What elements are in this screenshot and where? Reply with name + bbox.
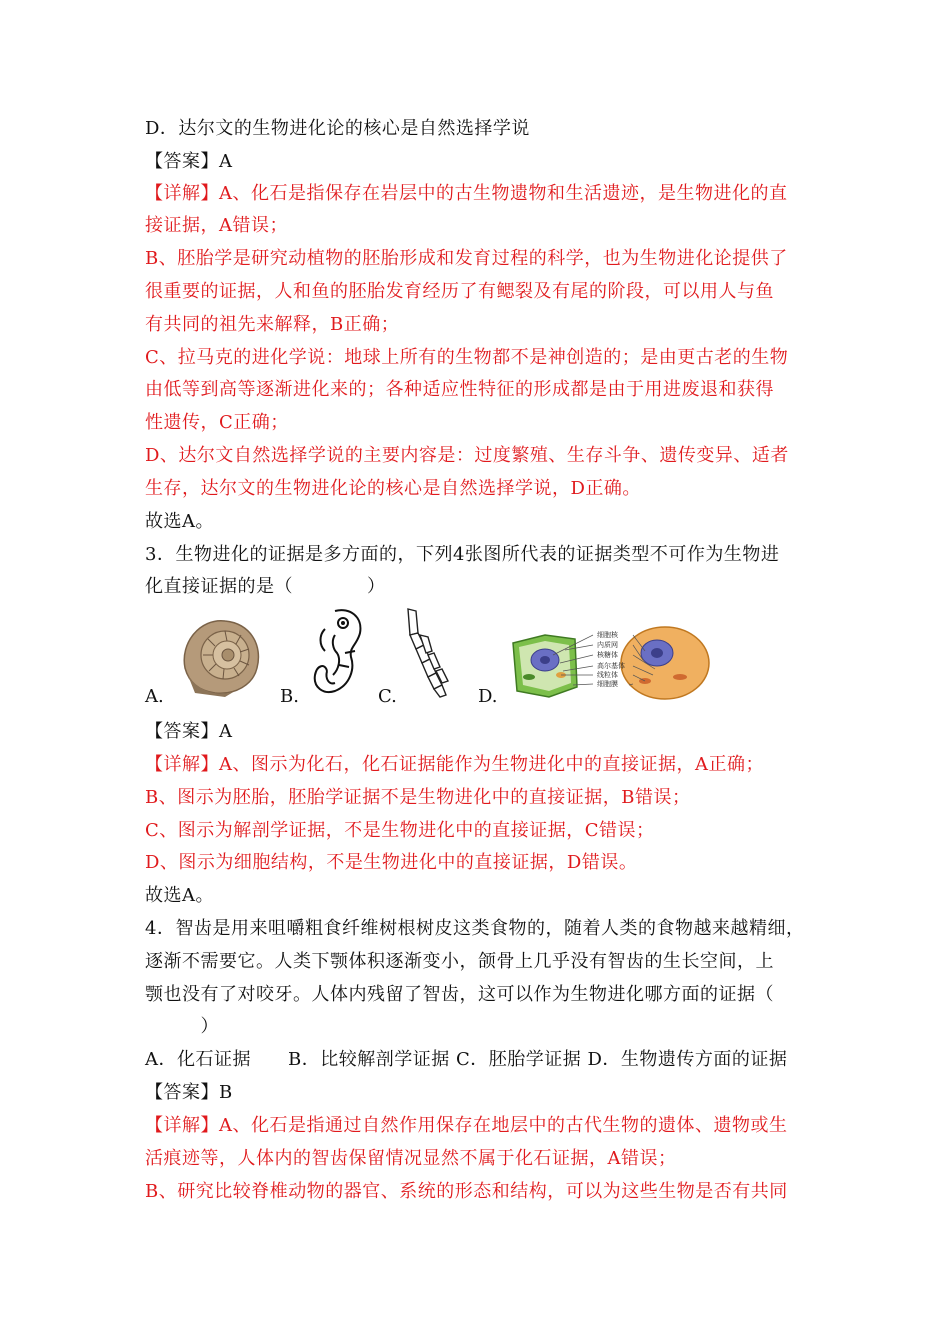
cell-label: 线粒体: [597, 671, 618, 679]
ammonite-fossil-image: [175, 613, 265, 698]
answer-line: 【答案】A: [145, 721, 233, 742]
option-label-b: B.: [280, 686, 299, 707]
cell-label: 细胞膜: [597, 680, 618, 688]
options-line: A．化石证据 B．比较解剖学证据 C．胚胎学证据 D．生物遗传方面的证据: [145, 1049, 788, 1070]
question-line: ）: [145, 1016, 219, 1037]
explanation-line: 很重要的证据，人和鱼的胚胎发育经历了有鳃裂及有尾的阶段，可以用人与鱼: [145, 281, 774, 302]
question-line: 逐渐不需要它。人类下颚体积逐渐变小，颌骨上几乎没有智齿的生长空间，上: [145, 951, 774, 972]
limb-bones-image: [400, 605, 460, 700]
answer-line: 【答案】A: [145, 151, 233, 172]
answer-line: 【答案】B: [145, 1082, 233, 1103]
conclusion-line: 故选A。: [145, 885, 214, 906]
question-line: 化直接证据的是（ ）: [145, 576, 386, 597]
explanation-line: 生存，达尔文的生物进化论的核心是自然选择学说，D正确。: [145, 478, 641, 499]
option-label-d: D.: [478, 686, 498, 707]
explanation-line: D、图示为细胞结构，不是生物进化中的直接证据，D错误。: [145, 852, 638, 873]
explanation-line: 活痕迹等，人体内的智齿保留情况显然不属于化石证据，A错误；: [145, 1148, 677, 1169]
figure-options: [145, 605, 745, 715]
cell-label: 细胞核: [597, 631, 618, 639]
question-line: 颚也没有了对咬牙。人体内残留了智齿，这可以作为生物进化哪方面的证据（: [145, 984, 774, 1005]
embryo-drawing-image: [305, 605, 375, 700]
explanation-line: 有共同的祖先来解释，B正确；: [145, 314, 400, 335]
explanation-line: 接证据，A错误；: [145, 215, 288, 236]
conclusion-line: 故选A。: [145, 511, 214, 532]
option-label-c: C.: [378, 686, 397, 707]
explanation-line: C、拉马克的进化学说：地球上所有的生物都不是神创造的；是由更古老的生物: [145, 347, 789, 368]
text-line: D．达尔文的生物进化论的核心是自然选择学说: [145, 118, 530, 139]
cell-structure-image: [505, 605, 745, 705]
explanation-line: 由低等到高等逐渐进化来的；各种适应性特征的形成都是由于用进废退和获得: [145, 379, 774, 400]
explanation-line: B、研究比较脊椎动物的器官、系统的形态和结构，可以为这些生物是否有共同: [145, 1181, 788, 1202]
explanation-line: B、图示为胚胎，胚胎学证据不是生物进化中的直接证据，B错误；: [145, 787, 691, 808]
cell-label: 高尔基体: [597, 662, 625, 670]
explanation-line: 【详解】A、图示为化石，化石证据能作为生物进化中的直接证据，A正确；: [145, 754, 764, 775]
explanation-line: C、图示为解剖学证据，不是生物进化中的直接证据，C错误；: [145, 820, 655, 841]
explanation-line: 【详解】A、化石是指通过自然作用保存在地层中的古代生物的遗体、遗物或生: [145, 1115, 788, 1136]
cell-label: 内质网: [597, 641, 618, 649]
question-line: 3．生物进化的证据是多方面的，下列4张图所代表的证据类型不可作为生物进: [145, 544, 780, 565]
explanation-line: 性遗传，C正确；: [145, 412, 289, 433]
explanation-line: 【详解】A、化石是指保存在岩层中的古生物遗物和生活遗迹，是生物进化的直: [145, 183, 788, 204]
question-line: 4．智齿是用来咀嚼粗食纤维树根树皮这类食物的，随着人类的食物越来越精细，: [145, 918, 805, 939]
explanation-line: D、达尔文自然选择学说的主要内容是：过度繁殖、生存斗争、遗传变异、适者: [145, 445, 789, 466]
explanation-line: B、胚胎学是研究动植物的胚胎形成和发育过程的科学，也为生物进化论提供了: [145, 248, 788, 269]
option-label-a: A.: [145, 686, 164, 707]
cell-label: 核糖体: [597, 651, 618, 659]
